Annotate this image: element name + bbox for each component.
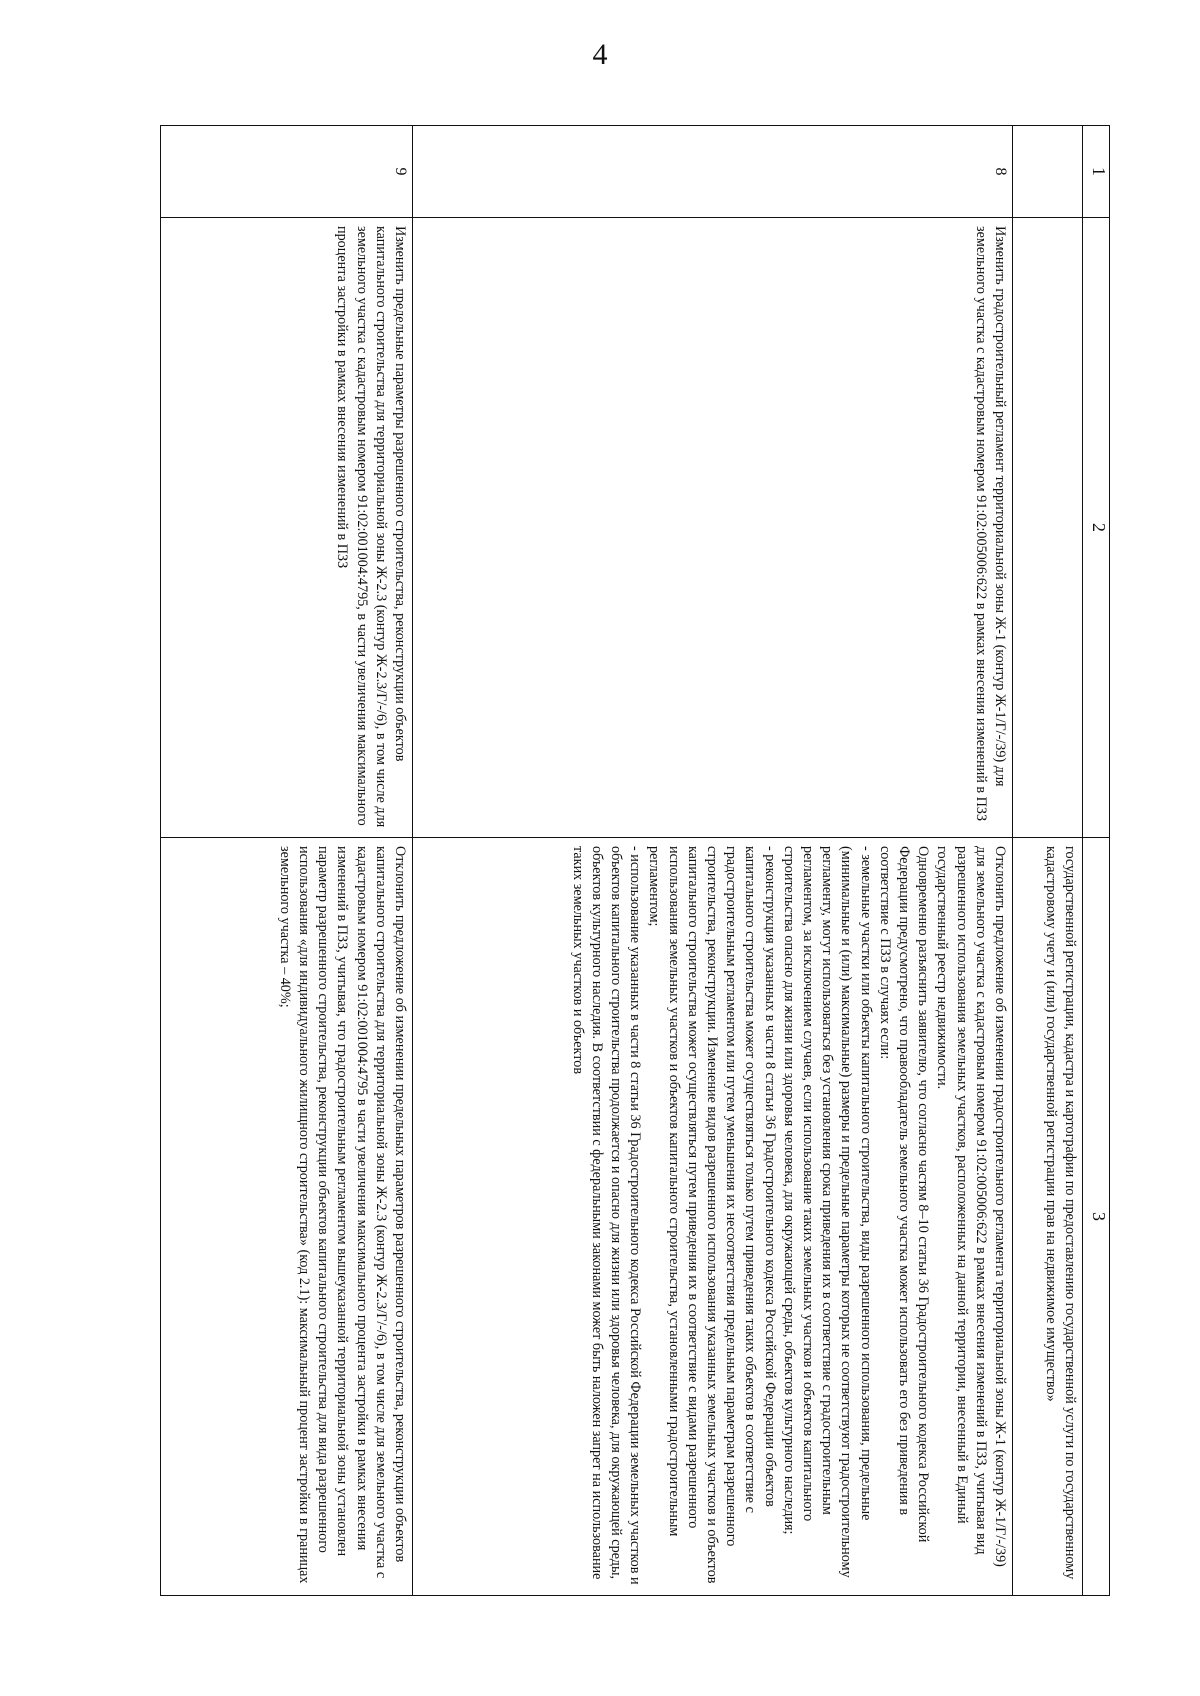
decision-paragraph: Отклонить предложение об изменении градостроительного регламента территориальной зоны Ж-1 (контур Ж-1/Г/-/39) для земельного участка с кадастровым номером 91:02:005006:622 в рамках внесения изменений в ПЗЗ, учитывая вид разрешенного использования земельных участков, расположенных на данной территории, внесенный в Единый государственный реестр недвижимости. <box>934 846 1008 1567</box>
decision-paragraph: - использование указанных в части 8 статьи 36 Градостроительного кодекса Российской Федерации земельных участков и объектов капитального строительства продолжается и опасно для жизни или здоровья человека, для окружающей среды, объектов культурного наследия. В соответствии с федеральными законами может быть наложен запрет на использование таких земельных участков и объектов <box>569 846 644 1585</box>
table-row <box>1013 126 1083 1596</box>
decision-paragraph: Одновременно разъяснить заявителю, что согласно частям 8–10 статьи 36 Градостроительного кодекса Российской Федерации предусмотрено, что правообладатель земельного участка может использовать его без приведения в соответствие с ПЗЗ в случаях если: <box>876 846 932 1543</box>
table-row <box>413 126 1013 1596</box>
row-decision <box>1013 838 1083 1596</box>
table-header-row <box>1083 126 1110 1596</box>
decision-paragraph: Отклонить предложение об изменении предельных параметров разрешенного строительства, реконструкции объектов капитального строительства для территориальной зоны Ж-2.3 (контур Ж-2.3/Г/-/6), в том числе для земельного участка с кадастровым номером 91:02:001004:4795 в части увеличения максимального процента застройки в рамках внесения изменений в ПЗЗ, учитывая, что градостроительным регламентом вышеуказанной территориальной зоны установлен параметр разрешенного строительства, реконструкции объектов капитального строительства для вида разрешенного использования «для индивидуального жилищного строительства» (код 2.1): максимальный процент застройки в границах земельного участка – 40%; <box>276 846 408 1584</box>
row-number: 8 <box>413 126 1013 218</box>
row-decision <box>161 838 413 1596</box>
decision-paragraph: - реконструкция указанных в части 8 статьи 36 Градостроительного кодекса Российской Федерации объектов капитального строительства может осуществляться только путем приведения таких объектов в соответствие с градостроительным регламентом или путем уменьшения их несоответствия предельным параметрам разрешенного строительства, реконструкции. Изменение видов разрешенного использования указанных земельных участков и объектов капитального строительства может осуществляться путем приведения их в соответствие с видами разрешенного использования земельных участков и объектов капитального строительства, установленными градостроительным регламентом; <box>646 846 778 1584</box>
header-col-2: 2 <box>1083 218 1110 838</box>
row-decision <box>413 838 1013 1596</box>
header-col-3: 3 <box>1083 838 1110 1596</box>
row-number: 9 <box>161 126 413 218</box>
table-row <box>161 126 413 1596</box>
page-number: 4 <box>592 38 608 71</box>
header-col-1: 1 <box>1083 126 1110 218</box>
document-table <box>160 125 1110 1596</box>
decision-paragraph: государственной регистрации, кадастра и картографии по предоставлению государственной услуги по государственному кадастровому учету и (или) государственной регистрации прав на недвижимое имущество» <box>1042 846 1078 1580</box>
row-proposal <box>1013 218 1083 838</box>
rotated-table-container <box>160 125 1110 1595</box>
row-proposal: Изменить предельные параметры разрешенного строительства, реконструкции объектов капитального строительства для территориальной зоны Ж-2.3 (контур Ж-2.3/Г/-/6), в том числе для земельного участка с кадастровым номером 91:02:001004:4795, в части увеличения максимального процента застройки в рамках внесения изменений в ПЗЗ <box>161 218 413 838</box>
decision-paragraph: - земельные участки или объекты капитального строительства, виды разрешенного использования, предельные (минимальные и (или) максимальные) размеры и предельные параметры которых не соответствуют градостроительному регламенту, могут использоваться без установления срока приведения их в соответствие с градостроительным регламентом, за исключением случаев, если использование таких земельных участков и объектов капитального строительства опасно для жизни или здоровья человека, для окружающей среды, объектов культурного наследия; <box>780 846 874 1578</box>
row-proposal: Изменить градостроительный регламент территориальной зоны Ж-1 (контур Ж-1/Г/-/39) для земельного участка с кадастровым номером 91:02:005006:622 в рамках внесения изменений в ПЗЗ <box>413 218 1013 838</box>
row-number <box>1013 126 1083 218</box>
